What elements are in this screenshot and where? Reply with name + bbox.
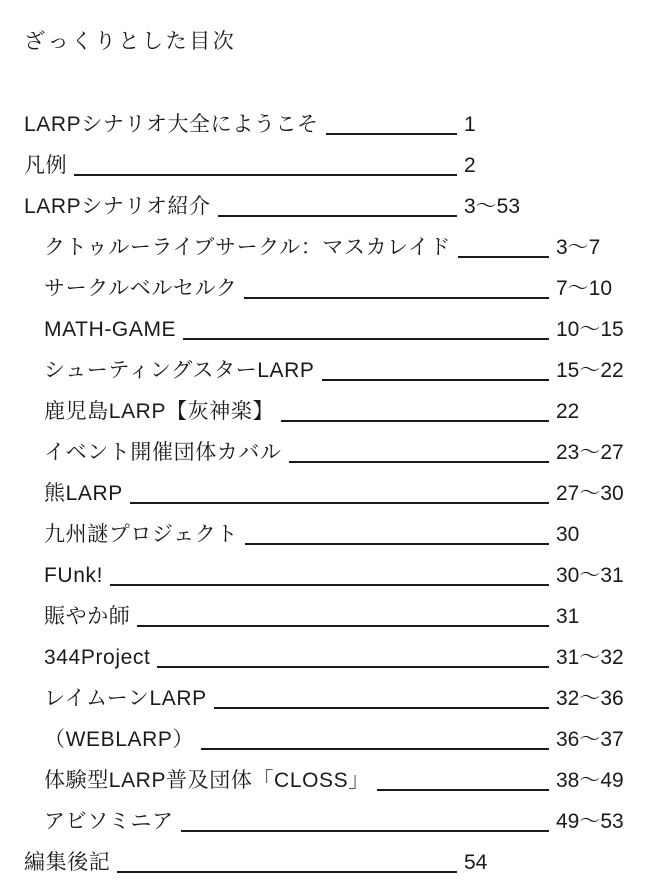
toc-entry[interactable] xyxy=(0,391,672,432)
toc-entry[interactable] xyxy=(0,145,672,186)
toc-leader-line xyxy=(289,461,549,463)
toc-leader-line xyxy=(377,789,549,791)
toc-entry-page-number: 31〜32 xyxy=(556,646,624,669)
toc-leader-line xyxy=(322,379,549,381)
toc-entry-label: シューティングスターLARP xyxy=(44,359,315,382)
toc-entry-label: LARPシナリオ大全にようこそ xyxy=(24,113,319,136)
toc-entry-label: 凡例 xyxy=(24,154,68,177)
toc-entry-page-number: 22 xyxy=(556,400,580,423)
toc-entry-label: 体験型LARP普及団体「CLOSS」 xyxy=(44,769,370,792)
toc-entry[interactable] xyxy=(0,514,672,555)
toc-entry[interactable] xyxy=(0,104,672,145)
toc-entry[interactable] xyxy=(0,678,672,719)
toc-leader-line xyxy=(117,871,457,873)
toc-entry[interactable] xyxy=(0,350,672,391)
page-title: ざっくりとした目次 xyxy=(24,30,237,53)
toc-entry-label: FUnk! xyxy=(44,564,104,587)
toc-entry-label: 鹿児島LARP【灰神楽】 xyxy=(44,400,275,423)
toc-entry[interactable] xyxy=(0,309,672,350)
toc-entry[interactable] xyxy=(0,555,672,596)
toc-entry-label: 賑やか師 xyxy=(44,605,131,628)
toc-entry[interactable] xyxy=(0,842,672,883)
toc-entry-page-number: 3〜53 xyxy=(464,195,521,218)
toc-entry[interactable] xyxy=(0,432,672,473)
toc-leader-line xyxy=(137,625,549,627)
toc-entry[interactable] xyxy=(0,637,672,678)
toc-leader-line xyxy=(201,748,549,750)
toc-entry-label: MATH-GAME xyxy=(44,318,177,341)
toc-entry-label: 編集後記 xyxy=(24,851,111,874)
toc-entry-label: 344Project xyxy=(44,646,151,669)
toc-leader-line xyxy=(183,338,549,340)
toc-entry-label: 熊LARP xyxy=(44,482,123,505)
toc-leader-line xyxy=(157,666,549,668)
toc-entry-label: アビソミニア xyxy=(44,810,174,833)
toc-entry-list xyxy=(0,104,672,883)
toc-leader-line xyxy=(130,502,549,504)
toc-entry[interactable] xyxy=(0,801,672,842)
toc-entry[interactable] xyxy=(0,760,672,801)
toc-entry-label: （WEBLARP） xyxy=(44,728,195,751)
toc-entry-page-number: 10〜15 xyxy=(556,318,624,341)
toc-entry[interactable] xyxy=(0,268,672,309)
toc-leader-line xyxy=(110,584,549,586)
toc-entry[interactable] xyxy=(0,473,672,514)
toc-entry[interactable] xyxy=(0,719,672,760)
toc-leader-line xyxy=(74,174,457,176)
toc-entry-page-number: 38〜49 xyxy=(556,769,624,792)
toc-leader-line xyxy=(214,707,549,709)
toc-entry[interactable] xyxy=(0,227,672,268)
toc-leader-line xyxy=(281,420,549,422)
toc-entry-label: イベント開催団体カバル xyxy=(44,441,282,464)
toc-entry-page-number: 1 xyxy=(464,113,476,136)
toc-entry-label: レイムーンLARP xyxy=(44,687,207,710)
toc-entry-page-number: 31 xyxy=(556,605,580,628)
toc-entry-page-number: 7〜10 xyxy=(556,277,613,300)
toc-leader-line xyxy=(244,297,549,299)
toc-entry-page-number: 23〜27 xyxy=(556,441,624,464)
toc-entry-page-number: 54 xyxy=(464,851,488,874)
toc-leader-line xyxy=(326,133,457,135)
toc-entry[interactable] xyxy=(0,596,672,637)
toc-leader-line xyxy=(218,215,457,217)
toc-entry-page-number: 32〜36 xyxy=(556,687,624,710)
toc-entry-page-number: 30 xyxy=(556,523,580,546)
toc-entry-page-number: 15〜22 xyxy=(556,359,624,382)
toc-leader-line xyxy=(181,830,549,832)
toc-leader-line xyxy=(245,543,549,545)
toc-entry-label: サークルベルセルク xyxy=(44,277,238,300)
toc-entry-page-number: 27〜30 xyxy=(556,482,624,505)
toc-entry-page-number: 30〜31 xyxy=(556,564,624,587)
toc-entry-page-number: 49〜53 xyxy=(556,810,624,833)
toc-entry-page-number: 36〜37 xyxy=(556,728,624,751)
toc-entry-page-number: 3〜7 xyxy=(556,236,601,259)
toc-entry-label: 九州謎プロジェクト xyxy=(44,523,238,546)
toc-entry-label: クトゥルーライブサークル：マスカレイド xyxy=(44,236,451,259)
toc-leader-line xyxy=(458,256,549,258)
toc-entry-label: LARPシナリオ紹介 xyxy=(24,195,211,218)
toc-entry[interactable] xyxy=(0,186,672,227)
toc-entry-page-number: 2 xyxy=(464,154,476,177)
